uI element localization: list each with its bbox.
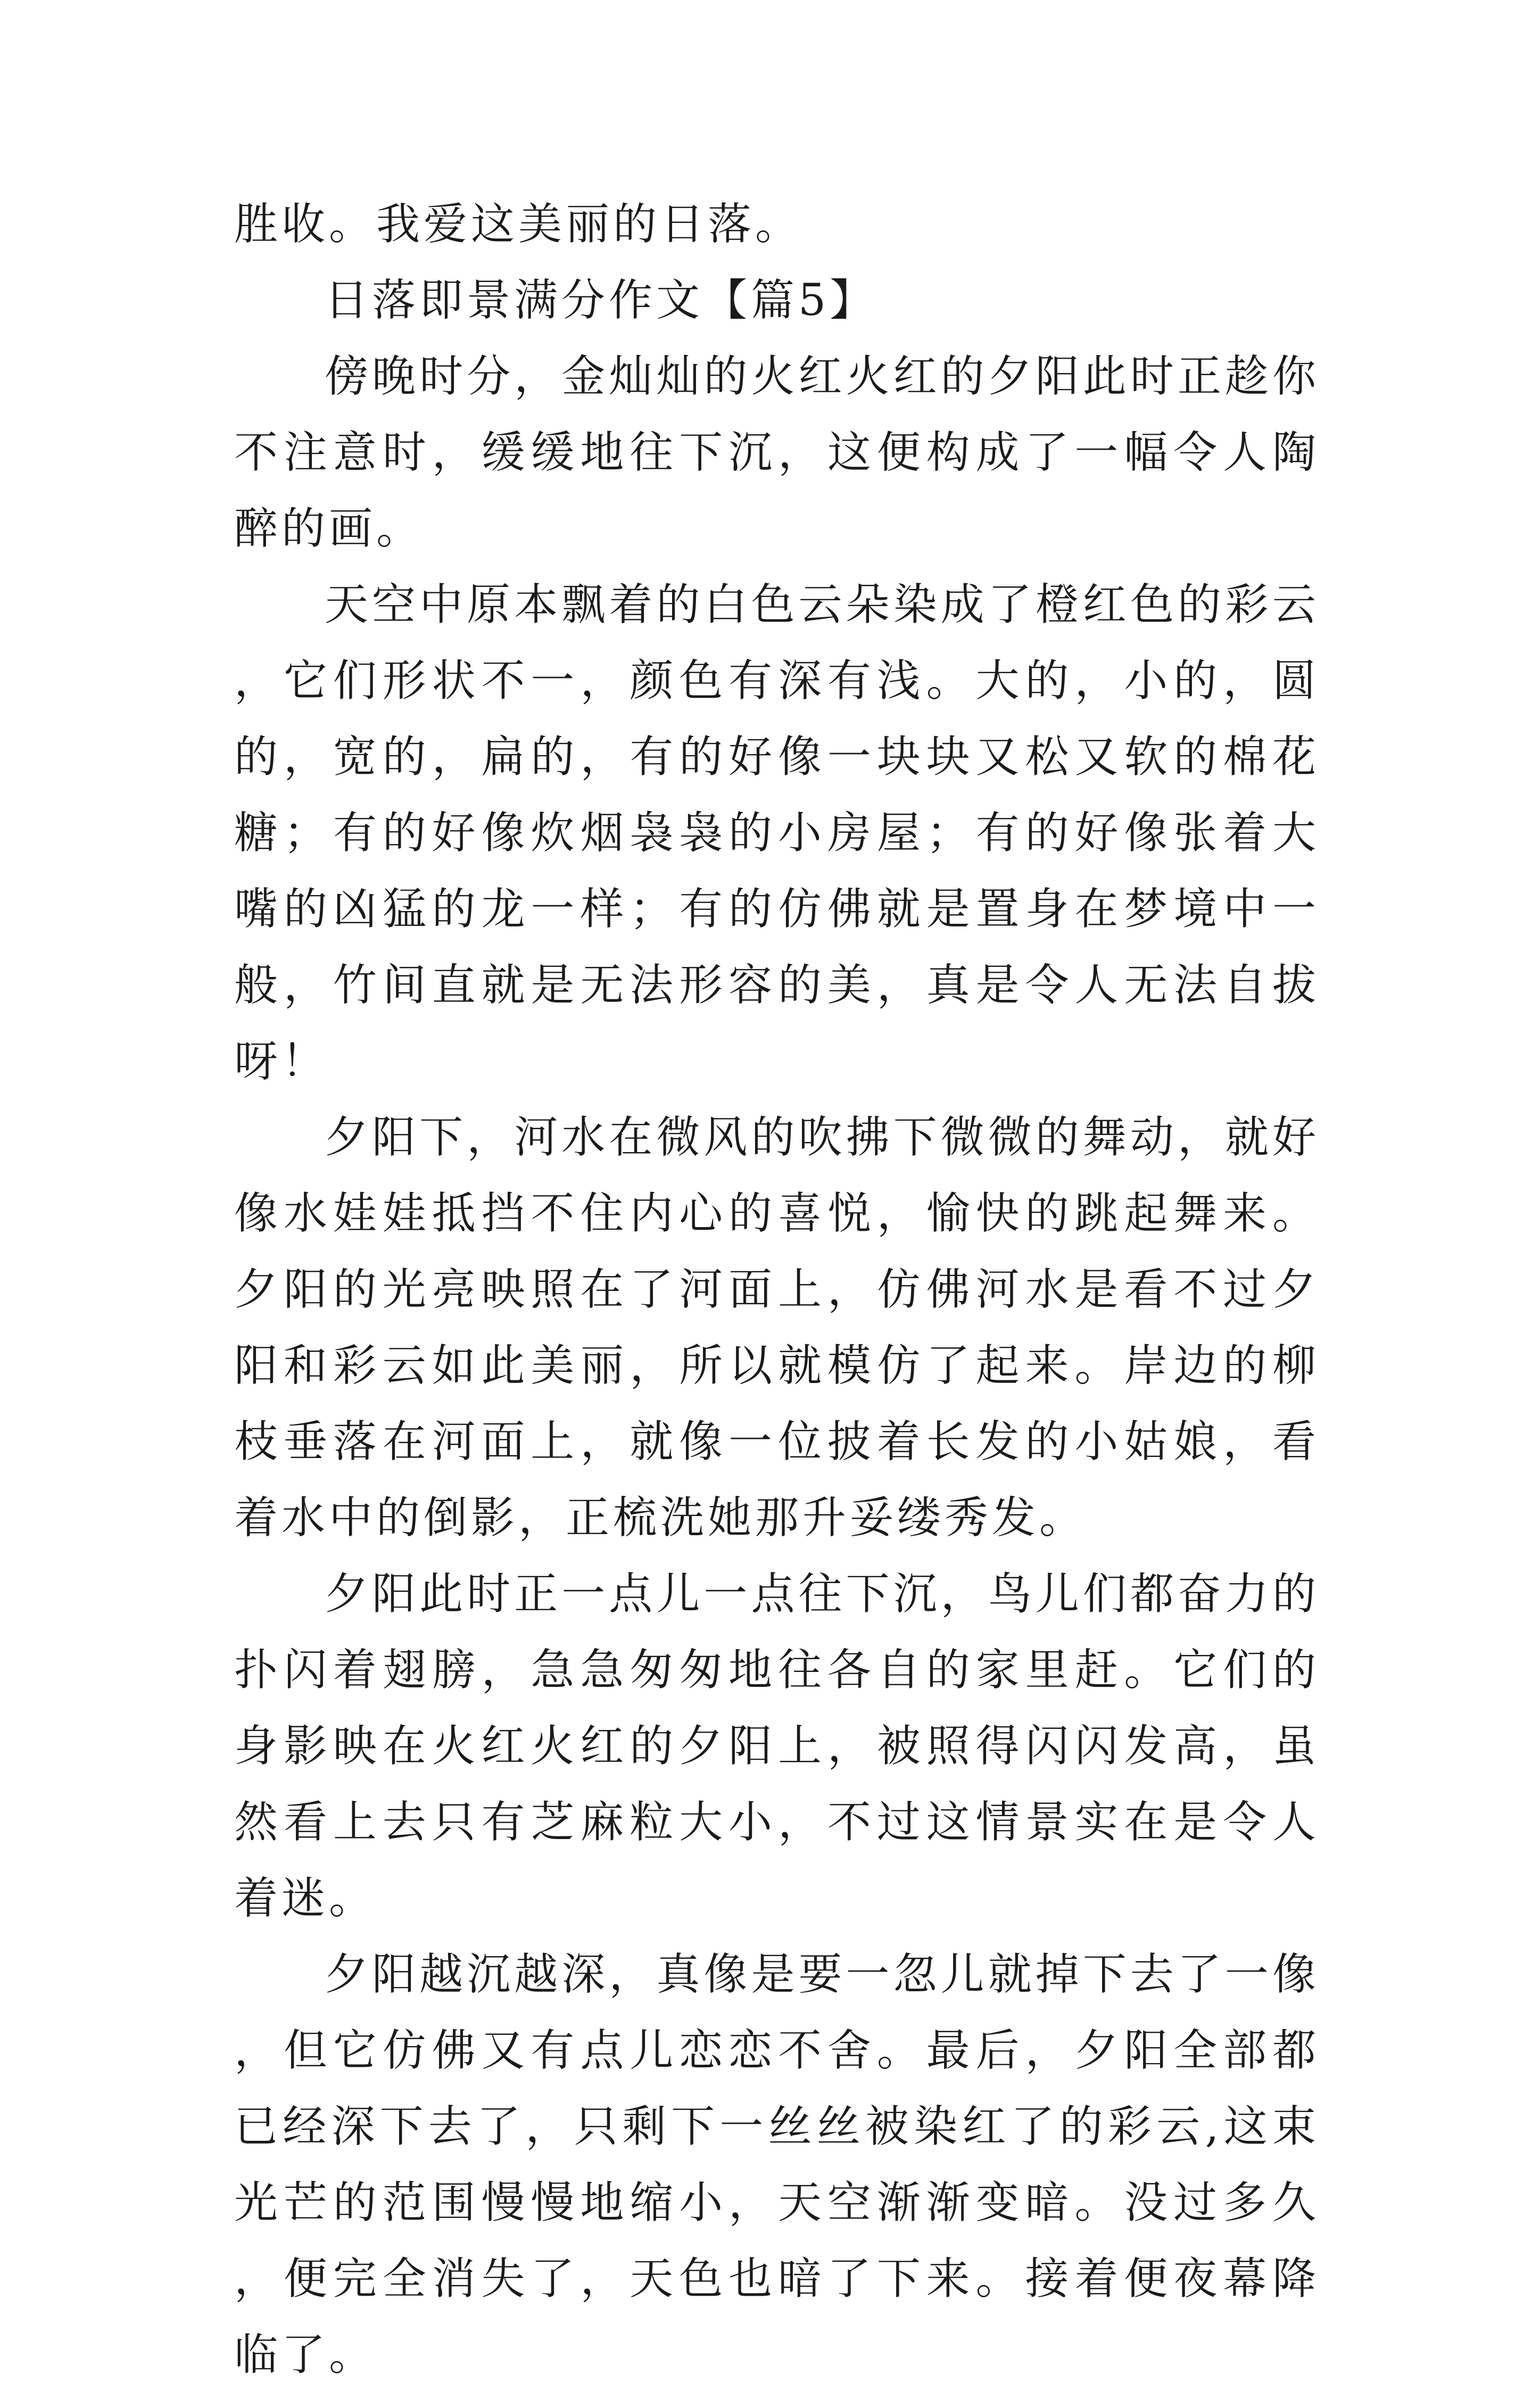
document-body [234, 186, 1320, 2393]
essay-heading: 日落即景满分作文【篇5】 [325, 275, 877, 326]
essay-paragraph: 傍晚时分，金灿灿的火红火红的夕阳此时正趁你不注意时，缓缓地往下沉，这便构成了一幅令人陶醉的画。 [234, 351, 1320, 554]
essay-paragraph: 天空中原本飘着的白色云朵染成了橙红色的彩云，它们形状不一，颜色有深有浅。大的，小的，圆的，宽的，扁的，有的好像一块块又松又软的棉花糖；有的好像炊烟袅袅的小房屋；有的好像张着大嘴的凶猛的龙一样；有的仿佛就是置身在梦境中一般，竹间直就是无法形容的美，真是令人无法自拔呀！ [234, 579, 1320, 1087]
essay-paragraph: 夕阳此时正一点儿一点往下沉，鸟儿们都奋力的扑闪着翅膀，急急匆匆地往各自的家里赶。它们的身影映在火红火红的夕阳上，被照得闪闪发高，虽然看上去只有芝麻粒大小，不过这情景实在是令人着迷。 [234, 1569, 1320, 1924]
essay-paragraph: 夕阳越沉越深，真像是要一忽儿就掉下去了一像，但它仿佛又有点儿恋恋不舍。最后，夕阳全部都已经深下去了，只剩下一丝丝被染红了的彩云,这束光芒的范围慢慢地缩小，天空渐渐变暗。没过多久，便完全消失了，天色也暗了下来。接着便夜幕降临了。 [234, 1949, 1320, 2380]
essay-paragraph: 夕阳下，河水在微风的吹拂下微微的舞动，就好像水娃娃抵挡不住内心的喜悦，愉快的跳起舞来。夕阳的光亮映照在了河面上，仿佛河水是看不过夕阳和彩云如此美丽，所以就模仿了起来。岸边的柳枝垂落在河面上，就像一位披着长发的小姑娘，看着水中的倒影，正梳洗她那升妥缕秀发。 [234, 1112, 1320, 1543]
continuation-paragraph: 胜收。我爱这美丽的日落。 [234, 199, 803, 250]
